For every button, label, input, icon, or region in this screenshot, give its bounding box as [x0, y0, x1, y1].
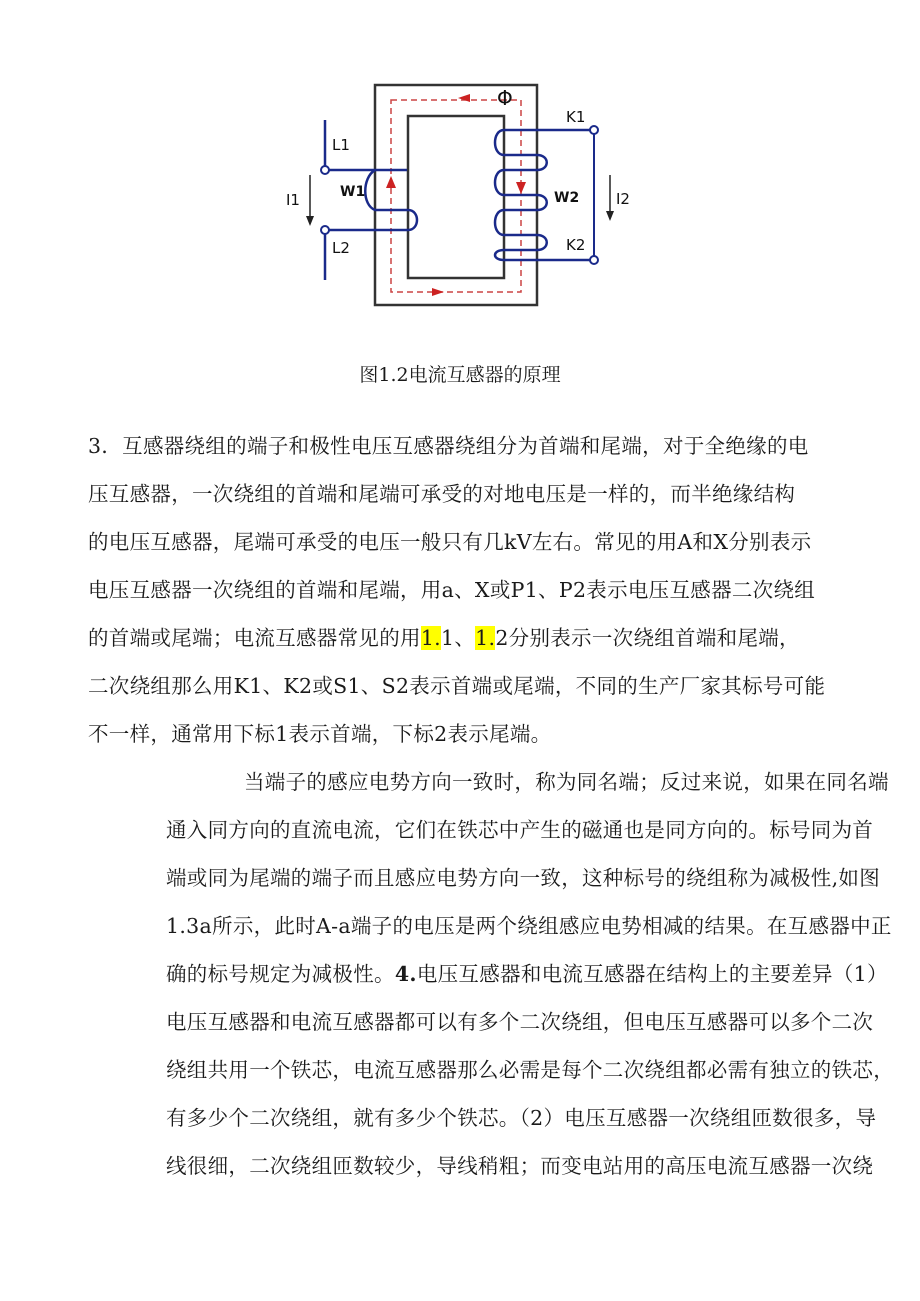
primary-winding	[325, 170, 417, 230]
flux-arrow-top	[458, 94, 470, 102]
l1-label: L1	[332, 136, 350, 154]
text-line: 端或同为尾端的端子而且感应电势方向一致，这种标号的绕组称为减极性,如图	[166, 866, 881, 890]
i2-arrowhead	[606, 211, 614, 221]
transformer-svg	[282, 70, 632, 320]
flux-arrow-right	[516, 182, 526, 194]
highlighted-text: 1.	[475, 626, 496, 650]
text-segment: 电压互感器和电流互感器在结构上的主要差异（1）	[416, 962, 888, 986]
text-segment: 确的标号规定为减极性。	[166, 962, 395, 986]
l2-label: L2	[332, 239, 350, 257]
k1-terminal	[590, 126, 598, 134]
phi-label: Φ	[497, 86, 513, 110]
section-number: 4.	[394, 962, 417, 986]
k1-label: K1	[566, 108, 586, 126]
paragraph-terminals-polarity	[88, 422, 840, 758]
text-line: 电压互感器和电流互感器都可以有多个二次绕组，但电压互感器可以多个二次	[166, 1010, 874, 1034]
w2-label: W2	[554, 190, 580, 206]
text-line	[88, 614, 840, 662]
i2-label: I2	[616, 190, 630, 208]
core-inner	[408, 116, 504, 278]
text-segment: 的首端或尾端；电流互感器常见的用	[88, 626, 421, 650]
text-segment: 2分别表示一次绕组首端和尾端，	[495, 626, 800, 650]
k2-label: K2	[566, 236, 586, 254]
text-line: 有多少个二次绕组，就有多少个铁芯。（2）电压互感器一次绕组匝数很多，导	[166, 1106, 877, 1130]
text-line	[88, 950, 888, 998]
flux-arrow-left	[386, 176, 396, 188]
text-line: 线很细，二次绕组匝数较少，导线稍粗；而变电站用的高压电流互感器一次绕	[166, 1154, 874, 1178]
figure-caption: 图1.2电流互感器的原理	[359, 364, 561, 386]
i1-arrowhead	[306, 216, 314, 226]
text-line: 1.3a所示，此时A-a端子的电压是两个绕组感应电势相减的结果。在互感器中正	[166, 914, 892, 938]
flux-path	[391, 100, 521, 292]
text-segment: 1、	[440, 626, 476, 650]
k2-terminal	[590, 256, 598, 264]
i1-label: I1	[286, 191, 300, 209]
flux-arrow-bottom	[432, 288, 444, 296]
text-line: 的电压互感器，尾端可承受的电压一般只有几kV左右。常见的用A和X分别表示	[88, 530, 812, 554]
text-line: 二次绕组那么用K1、K2或S1、S2表示首端或尾端，不同的生产厂家其标号可能	[88, 674, 826, 698]
text-line: 不一样，通常用下标1表示首端，下标2表示尾端。	[88, 722, 552, 746]
text-line: 电压互感器一次绕组的首端和尾端，用a、X或P1、P2表示电压互感器二次绕组	[88, 578, 816, 602]
l2-terminal	[321, 226, 329, 234]
w1-label: W1	[340, 184, 366, 200]
text-line: 绕组共用一个铁芯，电流互感器那么必需是每个二次绕组都必需有独立的铁芯，	[166, 1058, 894, 1082]
l1-terminal	[321, 166, 329, 174]
text-line: 通入同方向的直流电流，它们在铁芯中产生的磁通也是同方向的。标号同为首	[166, 818, 874, 842]
text-line: 当端子的感应电势方向一致时，称为同名端；反过来说，如果在同名端	[244, 770, 889, 794]
highlighted-text: 1.	[420, 626, 441, 650]
current-transformer-diagram	[282, 70, 632, 320]
paragraph-same-name-terminals	[88, 758, 894, 1190]
text-line: 3．互感器绕组的端子和极性电压互感器绕组分为首端和尾端，对于全绝缘的电	[88, 434, 809, 458]
text-line: 压互感器，一次绕组的首端和尾端可承受的对地电压是一样的，而半绝缘结构	[88, 482, 796, 506]
